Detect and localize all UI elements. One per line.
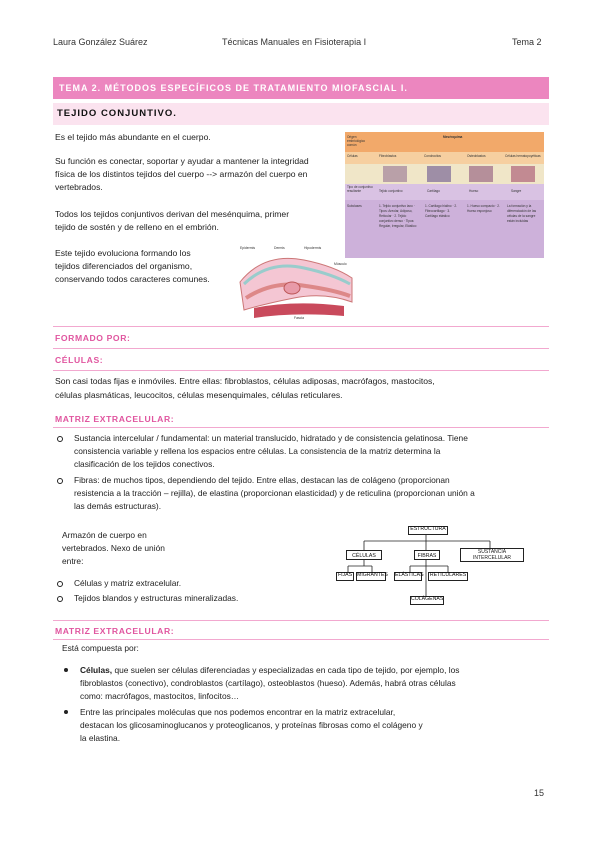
matriz1-b2a: Fibras: de muchos tipos, dependiendo del tejido. Entre ellas, destacan las de colágeno (proporcionan: [74, 475, 450, 485]
formado-por-heading: FORMADO POR:: [55, 333, 131, 343]
tissue-label-2: Hipodermis: [304, 246, 322, 250]
classification-table-figure: [345, 132, 544, 258]
intro-p4c: conservando todos caracteres comunes.: [55, 274, 210, 284]
bullet-dot-icon: [64, 668, 68, 672]
matriz2-b2b: destacan los glicosaminoglucanos y proteoglicanos, y proteínas fibrosas como el colágeno y: [80, 720, 423, 730]
row-label-subclasses: Subclases: [347, 204, 362, 208]
divider-6: [53, 639, 549, 640]
matriz1-b1c: clasificación de los tejidos conectivos.: [74, 459, 215, 469]
col-cell-2: Osteoblastos: [467, 154, 486, 158]
node-sustancia-l2: INTERCELULAR: [472, 554, 512, 561]
col-type-0: Tejido conjuntivo: [379, 189, 403, 193]
intro-p4b: tejidos diferenciados del organismo,: [55, 261, 193, 271]
matriz1-b1a: Sustancia intercelular / fundamental: un material translucido, hidratado y de consistencia gelatinosa. Tiene: [74, 433, 468, 443]
header-author: Laura González Suárez: [53, 37, 148, 47]
intro-p2c: vertebrados.: [55, 182, 103, 192]
bullet-circle-icon: [57, 596, 63, 602]
tissue-illustration-svg: [234, 242, 358, 322]
matriz-heading-2: MATRIZ EXTRACELULAR:: [55, 626, 175, 636]
page-number: 15: [534, 788, 545, 798]
matriz2-b1-line1: [80, 664, 459, 677]
header-unit: Tema 2: [512, 37, 542, 47]
chapter-banner: TEMA 2. MÉTODOS ESPECÍFICOS DE TRATAMIENTO MIOFASCIAL I.: [53, 77, 549, 99]
subclass-3: La formación y la diferenciación de las células de la sangre están incluidas: [507, 204, 537, 223]
bullet-dot-icon: [64, 710, 68, 714]
section-title: TEJIDO CONJUNTIVO.: [53, 103, 549, 125]
micrograph-4: [511, 166, 535, 182]
intro-p3b: tejido de sostén y de relleno en el embrión.: [55, 222, 219, 232]
micrograph-2: [427, 166, 451, 182]
matriz2-b2c: la elastina.: [80, 733, 121, 743]
bullet-circle-icon: [57, 436, 63, 442]
matriz2-intro: Está compuesta por:: [62, 643, 139, 653]
micrograph-1: [383, 166, 407, 182]
matriz2-b1c: como: macrófagos, mastocitos, linfocitos…: [80, 691, 240, 701]
matriz2-b1a: que suelen ser células diferenciadas y especializadas en cada tipo de tejido, por ejemplo, los: [112, 665, 460, 675]
bullet-circle-icon: [57, 478, 63, 484]
armazon-l2: vertebrados. Nexo de unión: [62, 543, 165, 553]
subclass-2: 1. Hueso compacto · 2. Hueso esponjoso: [467, 204, 500, 213]
armazon-l3: entre:: [62, 556, 84, 566]
celulas-line-2: células plasmáticas, leucocitos, células mesenquimales, células reticulares.: [55, 390, 343, 400]
node-celulas: CÉLULAS: [346, 550, 382, 560]
row-label-cells: Células: [347, 154, 358, 158]
node-migrantes: MIGRANTES: [356, 572, 386, 581]
node-reticulares: RETICULARES: [428, 572, 468, 581]
armazon-b1: Células y matriz extracelular.: [74, 578, 182, 588]
node-sustancia-l1: SUSTANCIA: [477, 549, 507, 555]
node-sustancia: [460, 548, 524, 562]
node-elasticas: ELÁSTICAS: [394, 572, 422, 581]
col-cell-0: Fibroblastos: [379, 154, 397, 158]
intro-p3a: Todos los tejidos conjuntivos derivan del mesénquima, primer: [55, 209, 290, 219]
subclass-1: 1. Cartílago hialino · 2. Fibrocartílago · 3. Cartílago elástico: [425, 204, 458, 218]
matriz2-b1-bold: Células,: [80, 665, 113, 675]
node-estructura: ESTRUCTURA: [408, 526, 448, 535]
intro-p4a: Este tejido evoluciona formando los: [55, 248, 191, 258]
armazon-l1: Armazón de cuerpo en: [62, 530, 147, 540]
micrograph-3: [469, 166, 493, 182]
divider-5: [53, 620, 549, 621]
armazon-b2: Tejidos blandos y estructuras mineralizadas.: [74, 593, 239, 603]
divider-1: [53, 326, 549, 327]
bullet-circle-icon: [57, 581, 63, 587]
intro-p2b: física de los distintos tejidos del cuerpo --> armazón del cuerpo en: [55, 169, 308, 179]
matriz1-b2c: las demás estructuras).: [74, 501, 162, 511]
matriz1-b1b: consistencia variable y rellena los espacios entre células. La consistencia de la matriz determina la: [74, 446, 441, 456]
structure-diagram: [330, 524, 538, 610]
matriz2-b1b: fibroblastos (conectivo), condroblastos (cartílago), osteoblastos (hueso). Además, habrá otras células: [80, 678, 456, 688]
celulas-heading: CÉLULAS:: [55, 355, 104, 365]
col-cell-1: Condrocitos: [424, 154, 442, 158]
tissue-illustration: [234, 242, 358, 322]
matriz-heading-1: MATRIZ EXTRACELULAR:: [55, 414, 175, 424]
divider-2: [53, 348, 549, 349]
tissue-label-0: Epidermis: [240, 246, 256, 250]
col-type-2: Hueso: [469, 189, 479, 193]
col-cell-3: Células hematopoyéticas: [505, 154, 541, 158]
tissue-label-4: Fascia: [294, 316, 304, 320]
matriz2-b2a: Entre las principales moléculas que nos podemos encontrar en la matriz extracelular,: [80, 707, 396, 717]
matriz1-b2b: resistencia a la tracción – rejilla), de elastina (proporcionan elasticidad) y de reticulina (proporcionan unión a: [74, 488, 475, 498]
tissue-label-3: Músculo: [334, 262, 347, 266]
node-fijas: FIJAS: [336, 572, 354, 581]
header-course: Técnicas Manuales en Fisioterapia I: [222, 37, 367, 47]
node-colagenas: COLÁGENAS: [410, 596, 444, 605]
row-label-type: Tipo de conjuntivo resultante: [347, 185, 373, 193]
node-fibras: FIBRAS: [414, 550, 440, 560]
celulas-line-1: Son casi todas fijas e inmóviles. Entre ellas: fibroblastos, células adiposas, macrófagos, mastocitos,: [55, 376, 435, 386]
top-header: Mesénquima: [443, 135, 463, 139]
divider-3: [53, 370, 549, 371]
divider-4: [53, 427, 549, 428]
intro-p1: Es el tejido más abundante en el cuerpo.: [55, 132, 211, 142]
row-label-origin: Origen embriológico común: [347, 135, 366, 147]
col-type-3: Sangre: [511, 189, 522, 193]
subclass-0: 1. Tejido conjuntivo laxo · Tipos: Areolar, Adiposo, Reticular · 2. Tejido conjuntivo denso · Tipos: Regular, Irregular, Elástico: [379, 204, 417, 228]
tissue-label-1: Dermis: [274, 246, 285, 250]
col-type-1: Cartílago: [427, 189, 440, 193]
intro-p2a: Su función es conectar, soportar y ayudar a mantener la integridad: [55, 156, 309, 166]
